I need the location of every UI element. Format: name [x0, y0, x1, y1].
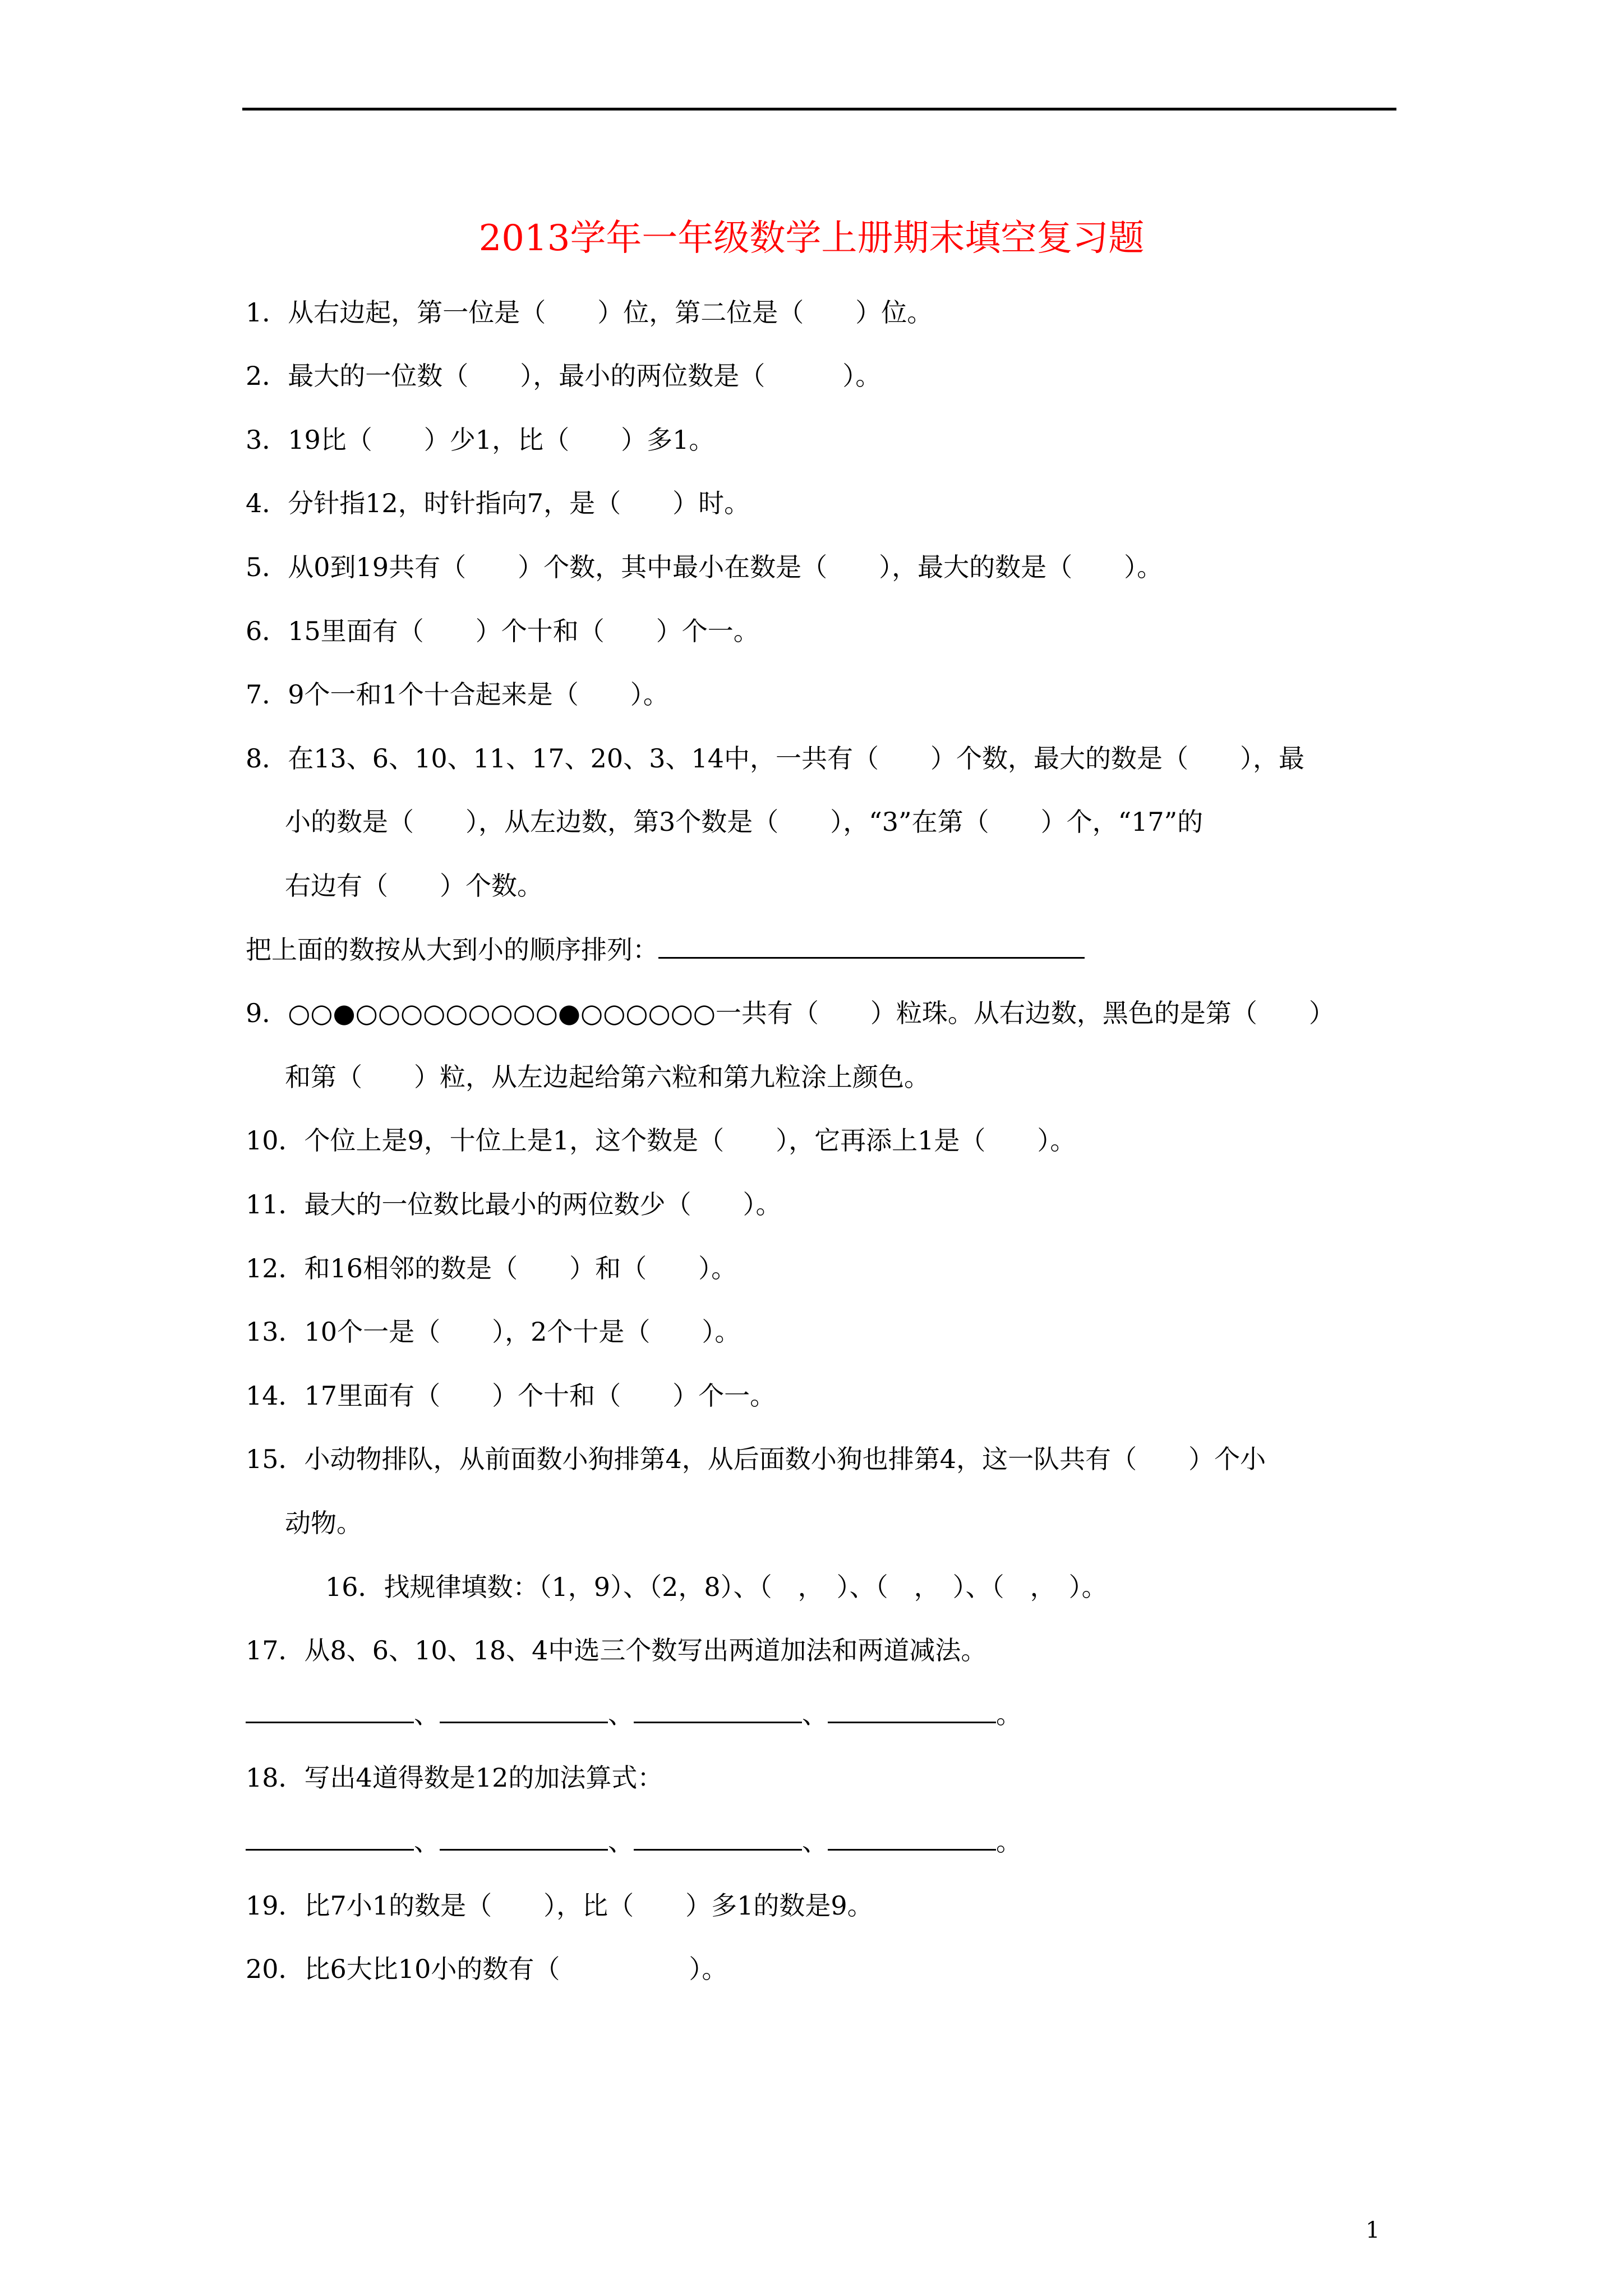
- separator: 。: [996, 1826, 1022, 1857]
- question-14: 14．17里面有（ ）个十和（ ）个一。: [246, 1381, 776, 1411]
- separator: 、: [802, 1826, 828, 1857]
- question-6: 6．15里面有（ ）个十和（ ）个一。: [246, 616, 759, 646]
- answer-blank: [828, 1699, 996, 1723]
- answer-blank: [634, 1826, 802, 1851]
- question-8-line-1: 8．在13、6、10、11、17、20、3、14中，一共有（ ）个数，最大的数是（ ），最: [246, 743, 1304, 774]
- question-9-line-1: 9．○○●○○○○○○○○○●○○○○○○一共有（ ）粒珠。从右边数，黑色的是第（ ）: [246, 998, 1335, 1028]
- separator: 、: [608, 1699, 634, 1729]
- question-5: 5．从0到19共有（ ）个数，其中最小在数是（ ），最大的数是（ ）。: [246, 552, 1163, 582]
- separator: 。: [996, 1699, 1022, 1729]
- question-12: 12．和16相邻的数是（ ）和（ ）。: [246, 1253, 737, 1283]
- answer-blank: [246, 1826, 414, 1851]
- separator: 、: [414, 1699, 440, 1729]
- answer-blank: [440, 1699, 608, 1723]
- question-19: 19．比7小1的数是（ ），比（ ）多1的数是9。: [246, 1890, 873, 1921]
- question-3: 3．19比（ ）少1，比（ ）多1。: [246, 425, 715, 455]
- question-17-answer-row: [246, 1695, 1022, 1734]
- question-13: 13．10个一是（ ），2个十是（ ）。: [246, 1317, 741, 1347]
- answer-blank: [658, 935, 1085, 959]
- separator: 、: [414, 1826, 440, 1857]
- answer-blank: [634, 1699, 802, 1723]
- header-rule: [242, 108, 1396, 111]
- separator: 、: [608, 1826, 634, 1857]
- question-4: 4．分针指12，时针指向7，是（ ）时。: [246, 488, 750, 518]
- question-1: 1．从右边起，第一位是（ ）位，第二位是（ ）位。: [246, 297, 933, 328]
- question-18-answer-row: [246, 1822, 1022, 1861]
- question-10: 10．个位上是9，十位上是1，这个数是（ ），它再添上1是（ ）。: [246, 1125, 1076, 1156]
- question-15-line-2: 动物。: [285, 1508, 362, 1538]
- question-16: 16．找规律填数：（1，9）、（2，8）、（ ， ）、（ ， ）、（ ， ）。: [325, 1572, 1108, 1602]
- question-17: 17．从8、6、10、18、4中选三个数写出两道加法和两道减法。: [246, 1635, 987, 1665]
- question-2: 2．最大的一位数（ ），最小的两位数是（ ）。: [246, 361, 882, 391]
- answer-blank: [828, 1826, 996, 1851]
- question-7: 7．9个一和1个十合起来是（ ）。: [246, 679, 669, 710]
- question-8-line-2: 小的数是（ ），从左边数，第3个数是（ ），“3”在第（ ）个，“17”的: [285, 807, 1204, 837]
- question-20: 20．比6大比10小的数有（ ）。: [246, 1954, 728, 1984]
- answer-blank: [440, 1826, 608, 1851]
- question-8-line-3: 右边有（ ）个数。: [285, 871, 543, 901]
- question-9-line-2: 和第（ ）粒，从左边起给第六粒和第九粒涂上颜色。: [285, 1062, 930, 1092]
- question-15-line-1: 15．小动物排队，从前面数小狗排第4，从后面数小狗也排第4，这一队共有（ ）个小: [246, 1444, 1266, 1474]
- question-8-ordering-line: [246, 930, 1085, 969]
- ordering-label: 把上面的数按从大到小的顺序排列：: [246, 935, 658, 965]
- question-11: 11．最大的一位数比最小的两位数少（ ）。: [246, 1189, 782, 1220]
- question-18: 18．写出4道得数是12的加法算式：: [246, 1763, 663, 1793]
- page-number: 1: [1366, 2217, 1380, 2243]
- answer-blank: [246, 1699, 414, 1723]
- separator: 、: [802, 1699, 828, 1729]
- document-title: 2013学年一年级数学上册期末填空复习题: [478, 218, 1145, 259]
